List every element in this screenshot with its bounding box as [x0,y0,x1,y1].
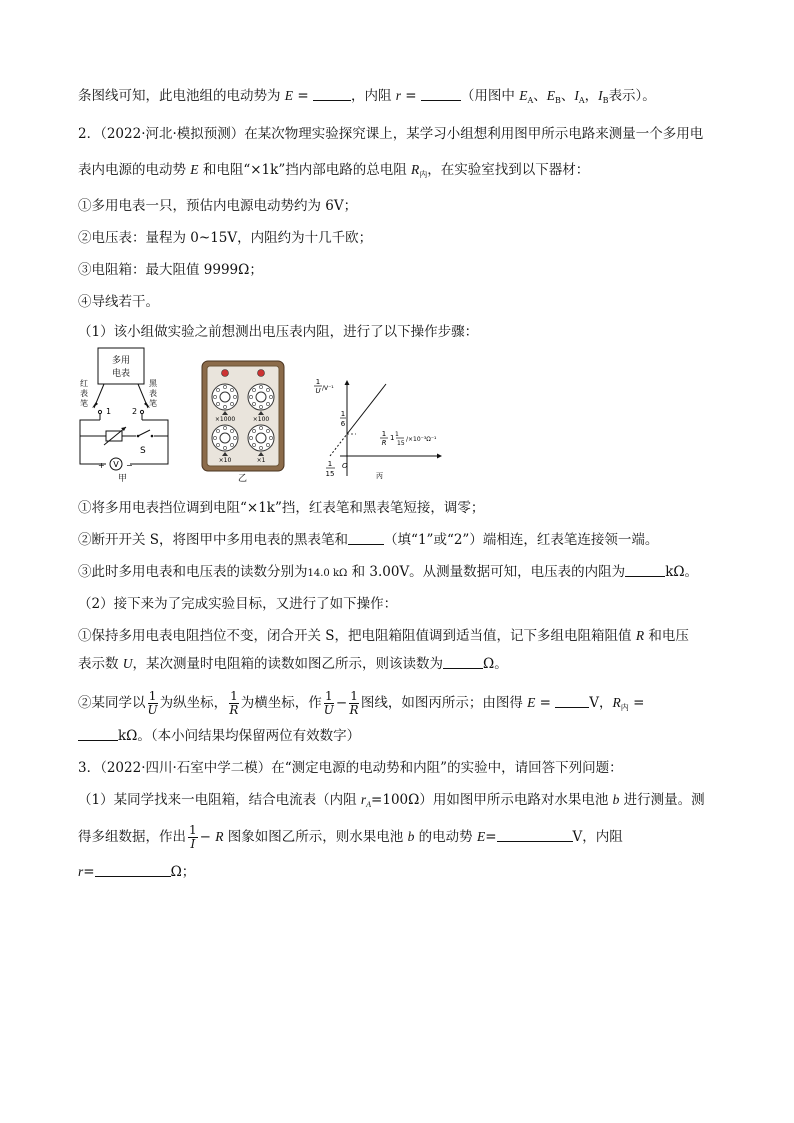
part2-step1-line2: 表示数 U，某次测量时电阻箱的读数如图乙所示，则该读数为 Ω。 [78,656,508,672]
svg-text:×1: ×1 [256,457,266,464]
y-label-den: U [315,387,321,395]
x-label-num: 1 [381,430,387,438]
terminal-1: 1 [106,407,112,416]
extrapolated-line [330,434,347,456]
fraction-1-over-U: $\frac{1}{U}$ [147,689,158,717]
part2-step2-line2: kΩ。（本小问结果均保留两位有效数字） [78,726,360,746]
equipment-item: ②电压表：量程为 0~15V，内阻约为十几千欧； [78,230,373,246]
part2-step1-line1: ①保持多用电表电阻挡位不变，闭合开关 S，把电阻箱阻值调到适当值，记下多组电阻箱阻值 R 和电压 [78,628,689,644]
answer-blank-r[interactable] [421,87,461,101]
equipment-item: ④导线若干。 [78,294,159,310]
binding-post-icon [258,370,265,377]
neg-tick-num: 1 [327,460,333,468]
caption-yi: 乙 [238,474,248,484]
answer-blank-e[interactable] [313,87,351,101]
x-label-den: R [381,439,387,447]
figure-jia-circuit [76,346,188,474]
answer-blank-fruit-r[interactable] [95,863,171,877]
answer-blank-terminal[interactable] [348,531,384,545]
q3-line1: （1）某同学找来一电阻箱，结合电流表（内阻 $r_A=100\Omega$）用如图甲所示电路对水果电池 b 进行测量。测 [78,792,705,809]
svg-text:×1000: ×1000 [214,416,236,423]
data-line [347,384,386,434]
y-unit: /V⁻¹ [322,385,334,392]
meter-label-bottom: 电表 [111,369,131,379]
fraction-1-over-R: $\frac{1}{R}$ [229,689,239,717]
svg-text:×10: ×10 [218,457,232,464]
svg-text:笔: 笔 [80,399,88,408]
dial-x1000 [212,384,238,423]
q3-heading: 3．（2022·四川·石室中学二模）在“测定电源的电动势和内阻”的实验中，请回答下列问题： [78,760,623,776]
y-tick-den: 6 [340,420,346,428]
answer-blank-internal-resistance[interactable] [78,727,118,741]
figure-yi-resistance-box [201,360,285,472]
answer-blank-box-reading[interactable] [443,655,483,669]
binding-post-icon [222,370,229,377]
answer-blank-fruit-emf[interactable] [497,828,573,842]
answer-blank-emf[interactable] [555,694,589,708]
x-unit: /×10⁻³Ω⁻¹ [406,436,437,443]
equipment-item: ①多用电表一只，预估内电源电动势约为 6V； [78,198,358,214]
terminal-2: 2 [132,407,138,416]
svg-text:表: 表 [149,389,157,398]
svg-text:×100: ×100 [252,416,270,423]
q3-line2: 得多组数据，作出 $\frac{1}{I}$ − R 图象如图乙所示，则水果电池 b 的电动势 E= V，内阻 [78,823,623,851]
x-tick-den: 15 [397,440,405,447]
neg-tick-den: 15 [325,470,335,478]
svg-text:−: − [126,461,133,470]
caption-jia: 甲 [118,474,128,484]
caption-bing: 丙 [376,472,383,480]
figure-bing-graph [310,376,446,482]
step2: ②断开开关 S，将图甲中多用电表的黑表笔和 （填“1”或“2”）端相连，红表笔连接领一端。 [78,532,659,548]
q3-line3: r= Ω； [78,864,196,880]
step3: ③此时多用电表和电压表的读数分别为14.0 kΩ 和 3.00V。从测量数据可知，电压表的内阻为 kΩ。 [78,564,699,580]
step1: ①将多用电表挡位调到电阻“×1k”挡，红表笔和黑表笔短接，调零； [78,500,485,516]
part2-title: （2）接下来为了完成实验目标，又进行了如下操作： [78,596,398,612]
q1-continuation-line: 条图线可知，此电池组的电动势为 E = ，内阻 r = （用图中 $E_A$、$E_B$、$I_A$，$I_B$表示）。 [78,88,656,105]
voltmeter-icon: V [113,460,119,469]
meter-label-top: 多用 [111,356,131,366]
svg-text:笔: 笔 [149,399,157,408]
equipment-item: ③电阻箱：最大阻值 9999Ω； [78,262,263,278]
switch-label: S [140,446,146,456]
y-tick-num: 1 [340,410,346,418]
svg-text:+: + [98,461,105,470]
black-probe-label: 黑 [149,379,157,388]
svg-text:表: 表 [80,389,88,398]
x-unit-prefix: 1 [390,434,395,442]
y-label-num: 1 [315,378,321,386]
fraction-1-over-I: $\frac{1}{I}$ [189,823,197,851]
answer-blank-voltmeter-resistance[interactable] [625,563,665,577]
part1-title: （1）该小组做实验之前想测出电压表内阻，进行了以下操作步骤： [78,324,479,340]
origin-label: O [342,462,348,470]
q2-heading-line2: 表内电源的电动势 E 和电阻“×1k”挡内部电路的总电阻 $R_内$，在实验室找到以下器材： [78,162,590,179]
red-probe-label: 红 [80,379,88,388]
x-tick-num: 1 [395,431,399,438]
part2-step2-line1: ②某同学以 $\frac{1}{U}$ 为纵坐标， $\frac{1}{R}$ 为横坐标，作 $\frac{1}{U}$ − $\frac{1}{R}$ 图线，如图丙所示；由图得 E = V，$R_内$ = [78,689,645,717]
q2-heading-line1: 2．（2022·河北·模拟预测）在某次物理实验探究课上，某学习小组想利用图甲所示电路来测量一个多用电 [78,126,704,142]
